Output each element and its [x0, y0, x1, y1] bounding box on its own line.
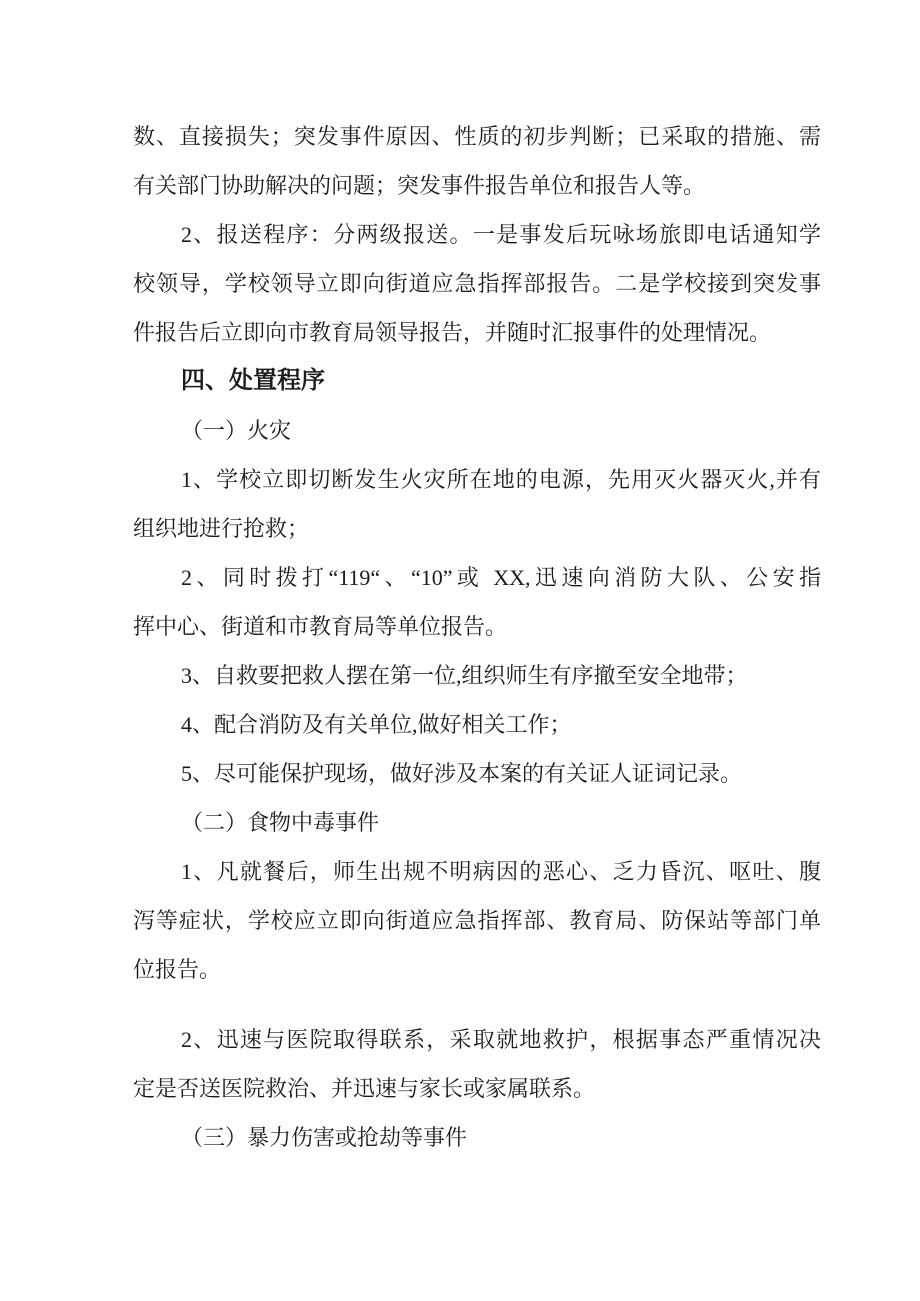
- text-line: 1、凡就餐后，师生出规不明病因的恶心、乏力昏沉、呕吐、腹: [181, 859, 821, 884]
- paragraph-fire-step-4: [133, 700, 821, 749]
- sub-heading-text: （三）暴力伤害或抢劫等事件: [181, 1125, 468, 1150]
- section-heading-text: 四、处置程序: [181, 368, 325, 394]
- text-line: 3、自救要把救人摆在第一位,组织师生有序撤至安全地带；: [181, 663, 748, 688]
- sub-heading-food-poisoning: [133, 798, 821, 847]
- document-text-block: [133, 112, 821, 1162]
- paragraph-fire-step-5: [133, 749, 821, 798]
- text-line: 定是否送医院救治、并迅速与家长或家属联系。: [133, 1076, 596, 1101]
- text-line: 2、报送程序：分两级报送。一是事发后玩咏场旅即电话通知学: [181, 222, 821, 247]
- paragraph-fire-step-1: [133, 455, 821, 553]
- text-line: 5、尽可能保护现场，做好涉及本案的有关证人证词记录。: [181, 761, 743, 786]
- text-line: 4、配合消防及有关单位,做好相关工作；: [181, 712, 572, 737]
- sub-heading-violence-robbery: [133, 1113, 821, 1162]
- sub-heading-text: （二）食物中毒事件: [181, 810, 380, 835]
- text-line: 挥中心、街道和市教育局等单位报告。: [133, 614, 508, 639]
- sub-heading-text: （一）火灾: [181, 418, 292, 443]
- paragraph-food-step-1: [133, 847, 821, 994]
- text-line: 数、直接损失；突发事件原因、性质的初步判断；已采取的措施、需: [133, 124, 821, 149]
- text-line: 1、学校立即切断发生火灾所在地的电源，先用灭火器灭火,并有: [181, 467, 821, 492]
- paragraph-report-procedure: [133, 210, 821, 357]
- text-line: 泻等症状，学校应立即向街道应急指挥部、教育局、防保站等部门单: [133, 908, 821, 933]
- paragraph-fire-step-2: [133, 553, 821, 651]
- sub-heading-fire: [133, 406, 821, 455]
- text-line: 组织地进行抢救；: [133, 516, 310, 541]
- text-line: 件报告后立即向市教育局领导报告，并随时汇报事件的处理情况。: [133, 320, 772, 345]
- text-line: 校领导，学校领导立即向街道应急指挥部报告。二是学校接到突发事: [133, 271, 821, 296]
- text-line: 2、迅速与医院取得联系，采取就地救护，根据事态严重情况决: [181, 1027, 821, 1052]
- section-heading-disposal-procedure: [133, 357, 821, 406]
- paragraph-report-content-continued: [133, 112, 821, 210]
- text-line: 2、同时拨打“119“、“10”或 XX,迅速向消防大队、公安指: [181, 565, 821, 590]
- paragraph-fire-step-3: [133, 651, 821, 700]
- paragraph-food-step-2: [133, 1015, 821, 1113]
- text-line: 有关部门协助解决的问题；突发事件报告单位和报告人等。: [133, 173, 706, 198]
- text-line: 位报告。: [133, 957, 222, 982]
